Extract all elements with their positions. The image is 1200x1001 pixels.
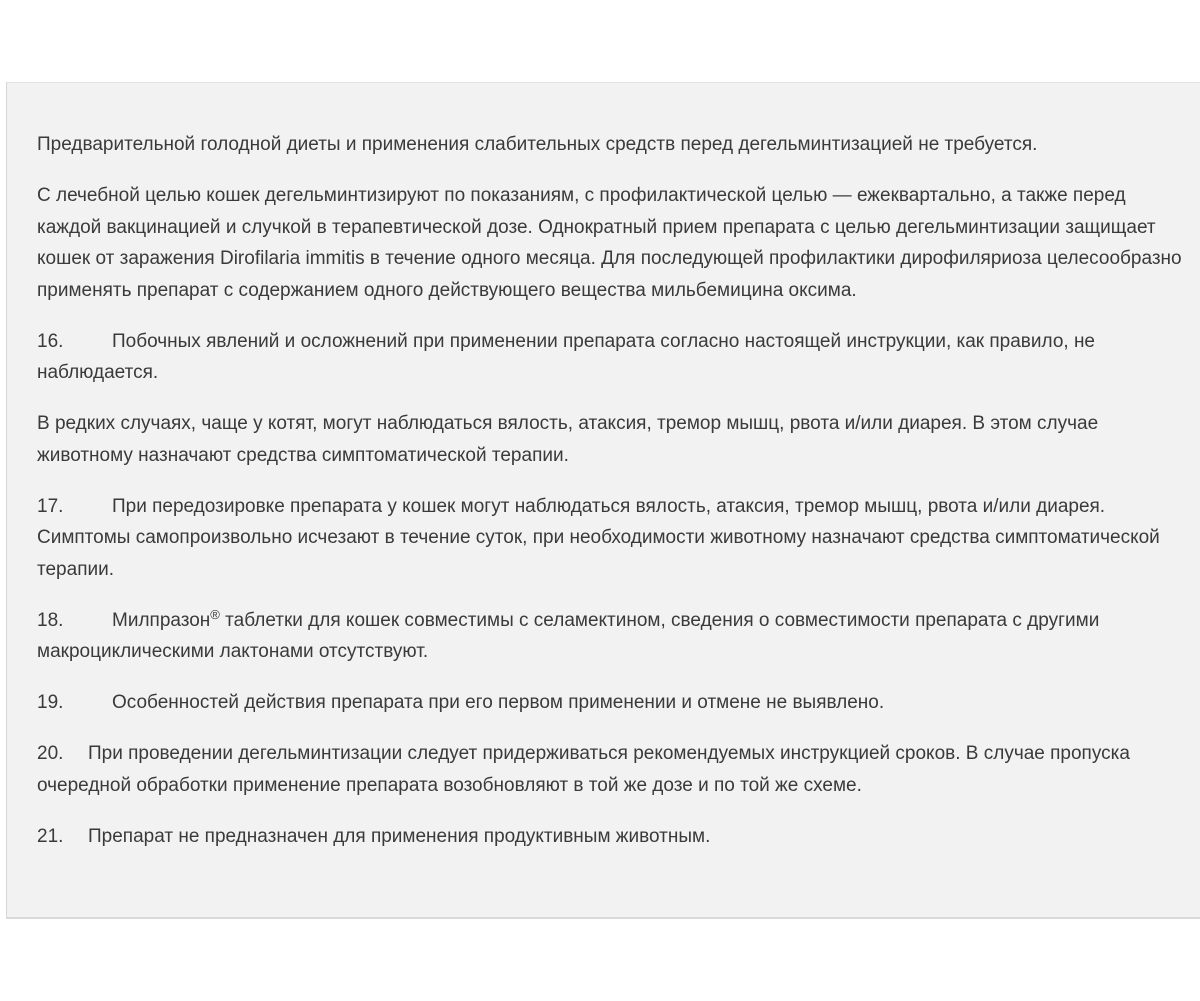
panel-bottom-border [6, 917, 1200, 919]
paragraph-text: Особенностей действия препарата при его первом применении и отмене не выявлено. [112, 692, 885, 713]
paragraph-18 [37, 605, 1182, 668]
paragraph-text: При проведении дегельминтизации следует придерживаться рекомендуемых инструкцией сроков. В случае пропуска очередной обработки применение препарата возобновляют в той же дозе и по той же схеме. [37, 743, 1130, 796]
paragraph-rare-cases [37, 408, 1182, 471]
paragraph-treatment-schedule [37, 180, 1182, 306]
paragraph-21 [37, 821, 1182, 853]
paragraph-17 [37, 491, 1182, 586]
paragraph-20 [37, 738, 1182, 801]
paragraph-text: таблетки для кошек совместимы с селамектином, сведения о совместимости препарата с другими макроциклическими лактонами отсутствуют. [37, 609, 1100, 662]
document-panel [6, 82, 1200, 918]
paragraph-number: 16. [37, 330, 64, 352]
paragraph-19 [37, 687, 1182, 719]
paragraph-text: Препарат не предназначен для применения продуктивным животным. [88, 825, 711, 847]
paragraph-16 [37, 326, 1182, 389]
paragraph-number: 21. [37, 825, 64, 847]
paragraph-number: 19. [37, 692, 64, 713]
paragraph-number: 18. [37, 609, 64, 631]
paragraph-text: Предварительной голодной диеты и применения слабительных средств перед дегельминтизацией не требуется. [37, 134, 1038, 155]
paragraph-fasting [37, 129, 1182, 161]
paragraph-number: 20. [37, 743, 64, 764]
paragraph-text: Побочных явлений и осложнений при применении препарата согласно настоящей инструкции, как правило, не наблюдается. [37, 330, 1095, 383]
paragraph-text: При передозировке препарата у кошек могут наблюдаться вялость, атаксия, тремор мышц, рвота и/или диарея. Симптомы самопроизвольно исчезают в течение суток, при необходимости животному назначают средства симптоматической терапии. [37, 495, 1160, 580]
paragraph-text: В редких случаях, чаще у котят, могут наблюдаться вялость, атаксия, тремор мышц, рвота и/или диарея. В этом случае животному назначают средства симптоматической терапии. [37, 413, 1099, 466]
paragraph-text: С лечебной целью кошек дегельминтизируют по показаниям, с профилактической целью — ежеквартально, а также перед каждой вакцинацией и случкой в терапевтической дозе. Однократный прием препарата с целью дегельминтизации защищает кошек от заражения Dirofilaria immitis в течение одного месяца. Для последующей профилактики дирофиляриоза целесообразно применять препарат с содержанием одного действующего вещества мильбемицина оксима. [37, 185, 1182, 301]
paragraph-number: 17. [37, 495, 64, 517]
registered-mark: ® [210, 606, 220, 622]
brand-name: Милпразон [112, 609, 211, 631]
document-body [37, 129, 1182, 872]
